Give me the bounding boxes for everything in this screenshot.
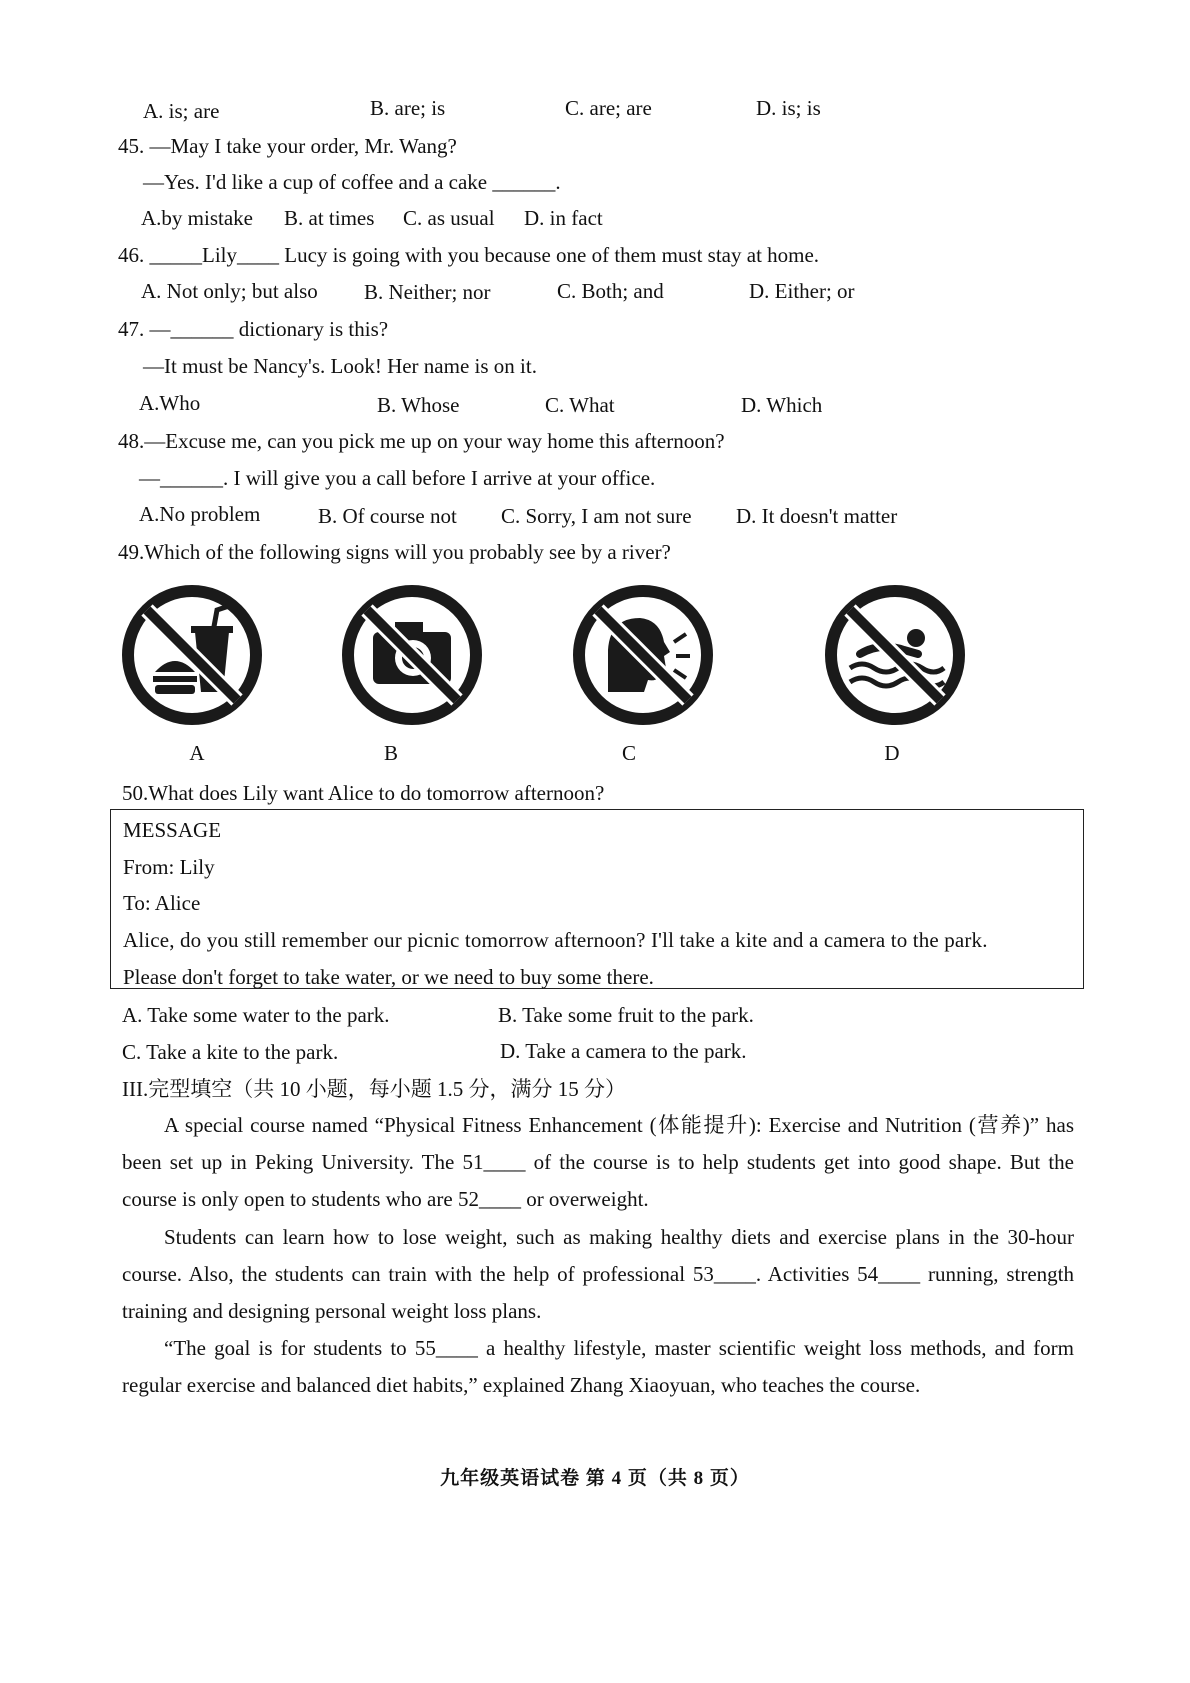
section-3-heading: III.完型填空（共 10 小题，每小题 1.5 分，满分 15 分） [122, 1077, 626, 1101]
cloze-paragraph-2 [122, 1219, 1074, 1330]
q48-line2: —______. I will give you a call before I arrive at your office. [139, 466, 656, 490]
no-camera-icon [337, 580, 487, 730]
message-from: From: Lily [123, 855, 215, 879]
q48-option-a: A.No problem [139, 502, 261, 526]
cloze-paragraph-1 [122, 1107, 1074, 1218]
q50-stem: 50.What does Lily want Alice to do tomorrow afternoon? [122, 781, 605, 805]
q45-line2: —Yes. I'd like a cup of coffee and a cake ______. [143, 170, 561, 194]
no-food-drink-icon [117, 580, 267, 730]
q45-stem: 45. —May I take your order, Mr. Wang? [118, 134, 457, 158]
q45-option-a: A.by mistake [141, 206, 253, 230]
q45-option-c: C. as usual [403, 206, 495, 230]
q47-option-c: C. What [545, 393, 615, 417]
sign-label-d: D [884, 741, 900, 765]
cloze-paragraph-3-text: “The goal is for students to 55____ a healthy lifestyle, master scientific weight loss methods, and form regular exercise and balanced diet habits,” explained Zhang Xiaoyuan, who teaches the course. [122, 1336, 1074, 1397]
cloze-paragraph-3 [122, 1330, 1074, 1404]
q46-option-c: C. Both; and [557, 279, 664, 303]
sign-label-c: C [621, 741, 636, 765]
message-title: MESSAGE [123, 818, 222, 842]
q44-option-a: A. is; are [143, 99, 220, 123]
q46-option-d: D. Either; or [749, 279, 855, 303]
q46-stem: 46. _____Lily____ Lucy is going with you because one of them must stay at home. [118, 243, 820, 267]
no-swimming-icon [820, 580, 970, 730]
no-shouting-icon [568, 580, 718, 730]
q45-option-d: D. in fact [524, 206, 603, 230]
sign-label-a: A [189, 741, 205, 765]
message-to: To: Alice [123, 891, 201, 915]
q44-option-b: B. are; is [370, 96, 446, 120]
cloze-paragraph-1-text: A special course named “Physical Fitness Enhancement (体能提升): Exercise and Nutrition (营养)” has been set up in Peking University. The 51____ of the course is to help students get into good shape. But the course is only open to students who are 52____ or overweight. [122, 1113, 1074, 1211]
message-box [110, 809, 1084, 989]
q47-stem: 47. —______ dictionary is this? [118, 317, 389, 341]
page-footer: 九年级英语试卷 第 4 页（共 8 页） [440, 1468, 750, 1489]
q45-option-b: B. at times [284, 206, 375, 230]
q44-option-c: C. are; are [565, 96, 652, 120]
sign-label-b: B [383, 741, 398, 765]
q44-option-d: D. is; is [756, 96, 821, 120]
q48-option-d: D. It doesn't matter [736, 504, 898, 528]
message-body-line1: Alice, do you still remember our picnic tomorrow afternoon? I'll take a kite and a camera to the park. [123, 928, 988, 952]
q46-option-a: A. Not only; but also [141, 279, 318, 303]
q50-option-a: A. Take some water to the park. [122, 1003, 390, 1027]
q50-option-b: B. Take some fruit to the park. [498, 1003, 754, 1027]
q47-option-b: B. Whose [377, 393, 460, 417]
q47-option-a: A.Who [139, 391, 201, 415]
q50-option-d: D. Take a camera to the park. [500, 1039, 747, 1063]
q48-stem: 48.—Excuse me, can you pick me up on your way home this afternoon? [118, 429, 725, 453]
q49-stem: 49.Which of the following signs will you probably see by a river? [118, 540, 671, 564]
message-body-line2: Please don't forget to take water, or we need to buy some there. [123, 965, 654, 989]
q48-option-c: C. Sorry, I am not sure [501, 504, 692, 528]
q47-option-d: D. Which [741, 393, 823, 417]
q48-option-b: B. Of course not [318, 504, 457, 528]
q47-line2: —It must be Nancy's. Look! Her name is on it. [143, 354, 537, 378]
q46-option-b: B. Neither; nor [364, 280, 491, 304]
cloze-paragraph-2-text: Students can learn how to lose weight, such as making healthy diets and exercise plans in the 30-hour course. Also, the students can train with the help of professional 53____. Activities 54____ running, strength training and designing personal weight loss plans. [122, 1225, 1074, 1323]
q50-option-c: C. Take a kite to the park. [122, 1040, 339, 1064]
